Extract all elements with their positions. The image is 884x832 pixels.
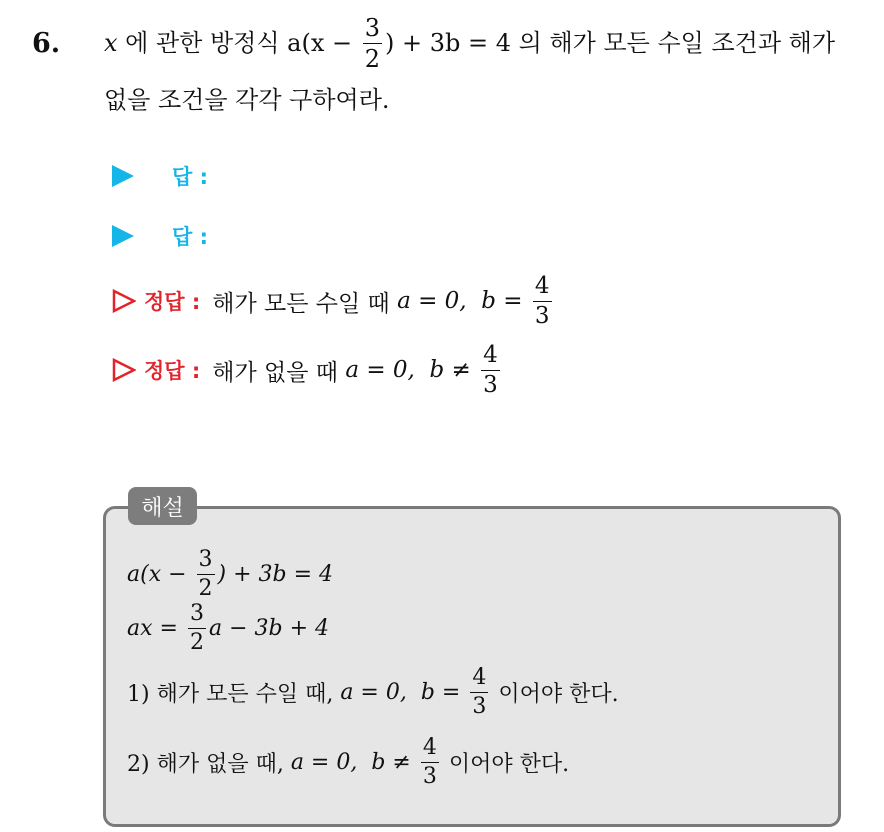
answer-row-2: [112, 216, 208, 256]
solution-description: 해가 없을 때: [212, 359, 346, 386]
solution-text: [212, 272, 554, 329]
question-fraction-numerator: 3: [364, 13, 381, 42]
question-number: 6.: [32, 28, 61, 59]
solution-row-1: [112, 273, 555, 329]
solution-fraction-denominator: 3: [483, 371, 498, 398]
explanation-tag: 해설: [128, 487, 197, 525]
explanation-eq2-right: a − 3b + 4: [208, 615, 329, 641]
solution-label: 정답 :: [144, 359, 201, 383]
outline-triangle-icon: [112, 289, 136, 313]
explanation-case-2: [127, 732, 569, 792]
explanation-eq2-left: ax =: [127, 615, 185, 641]
solution-fraction-numerator: 4: [483, 341, 498, 368]
solution-fraction-denominator: 3: [534, 302, 550, 329]
solution-row-2: [112, 342, 503, 398]
fraction-denominator: 2: [189, 629, 204, 655]
fraction-numerator: 4: [472, 664, 487, 690]
explanation-eq1-right: ) + 3b = 4: [217, 561, 334, 587]
explanation-case1-fraction: [470, 664, 488, 719]
explanation-eq1-left: a(x −: [127, 561, 194, 587]
fraction-denominator: 3: [472, 693, 487, 719]
solution-text: [212, 341, 502, 398]
question-text-post: 의 해가 모든 수일 조건과 해가: [511, 29, 836, 57]
explanation-equation-2: [127, 598, 329, 658]
fraction-numerator: 4: [422, 734, 437, 760]
explanation-eq2-fraction: [188, 600, 206, 655]
fraction-numerator: 3: [189, 600, 204, 626]
outline-triangle-icon: [112, 358, 136, 382]
answer-label: 답 :: [172, 225, 208, 249]
question-fraction-denominator: 2: [364, 44, 381, 73]
question-line-1: [104, 13, 835, 73]
question-text-pre: 에 관한 방정식: [117, 29, 288, 57]
solution-math: a = 0, b ≠: [345, 357, 479, 383]
explanation-case1-text: 1) 해가 모든 수일 때,: [127, 681, 341, 707]
explanation-case1-math: a = 0, b =: [340, 679, 468, 705]
solution-description: 해가 모든 수일 때: [212, 290, 398, 317]
play-triangle-icon: [112, 225, 134, 247]
question-line-2: 없을 조건을 각각 구하여라.: [104, 86, 390, 114]
fraction-denominator: 2: [198, 575, 213, 601]
question-equation-left: a(x −: [287, 29, 360, 57]
explanation-case1-suffix: 이어야 한다.: [491, 681, 619, 707]
fraction-numerator: 3: [198, 546, 213, 572]
explanation-case2-fraction: [421, 734, 439, 789]
fraction-denominator: 3: [422, 763, 437, 789]
solution-math: a = 0, b =: [397, 288, 530, 314]
question-variable: x: [104, 29, 118, 57]
solution-fraction: [481, 341, 500, 398]
explanation-case2-text: 2) 해가 없을 때,: [127, 751, 291, 777]
answer-label: 답 :: [172, 165, 208, 189]
explanation-equation-1: [127, 544, 333, 604]
explanation-case2-math: a = 0, b ≠: [290, 749, 418, 775]
solution-fraction-numerator: 4: [534, 272, 550, 299]
answer-row-1: [112, 156, 208, 196]
explanation-eq1-fraction: [197, 546, 215, 601]
solution-label: 정답 :: [144, 290, 201, 314]
explanation-case2-suffix: 이어야 한다.: [441, 751, 570, 777]
explanation-case-1: [127, 662, 619, 722]
play-triangle-icon: [112, 165, 134, 187]
solution-fraction: [533, 272, 552, 329]
question-equation-right: ) + 3b = 4: [385, 29, 512, 57]
question-fraction: [363, 13, 382, 73]
